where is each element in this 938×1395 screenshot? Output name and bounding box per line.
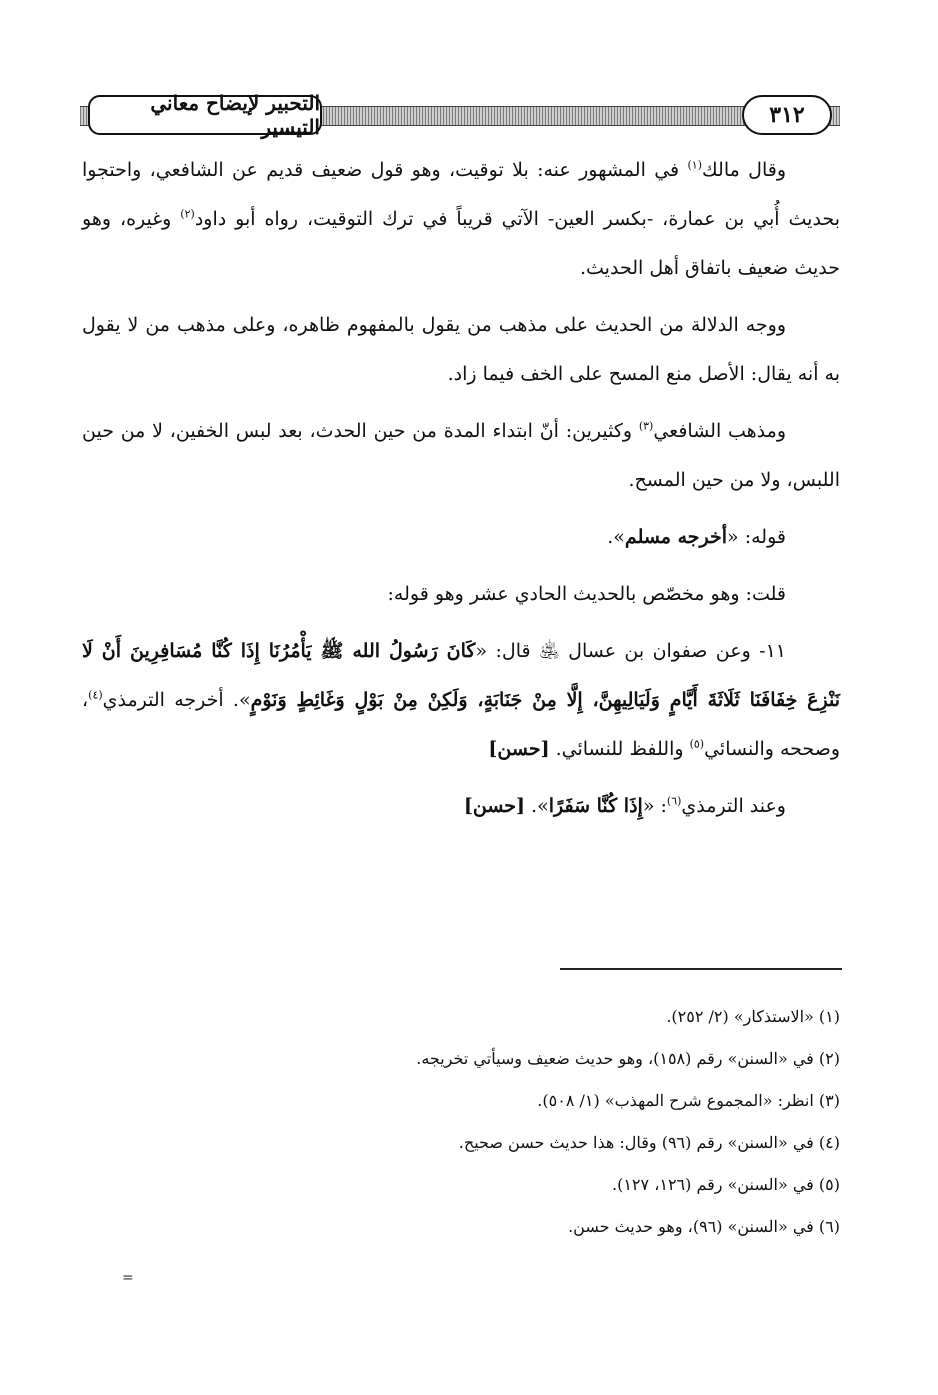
book-title: التحبير لإيضاح معاني التيسير: [88, 95, 322, 135]
text-span: ». أخرجه الترمذي: [102, 689, 251, 711]
footnote-ref-5: (٥): [689, 737, 705, 751]
text-span: ١١- وعن صفوان بن عسال ﵁ قال: «: [475, 640, 786, 662]
bold-quote: أخرجه مسلم: [624, 526, 728, 548]
text-span: ».: [607, 526, 625, 548]
footnote-1: (١) «الاستذكار» (٢/ ٢٥٢).: [666, 1007, 840, 1026]
text-span: واللفظ للنسائي.: [549, 738, 690, 760]
text-span: ومذهب الشافعي: [653, 420, 786, 442]
paragraph-5: قلت: وهو مخصّص بالحديث الحادي عشر وهو قوله:: [387, 583, 786, 605]
page-number: ٣١٢: [742, 95, 832, 135]
hadith-text: كَانَ رَسُولُ الله ﷺ يَأْمُرُنَا إِذَا كُنَّا مُسَافِرِينَ أَنْ لَا نَنْزِعَ خِفَافَنَا ثَلَاثَةَ أَيَّامٍ وَلَيَالِيهِنَّ، إِلَّا مِنْ جَنَابَةٍ، وَلَكِنْ مِنْ بَوْلٍ وَغَائِطٍ وَنَوْمٍ: [82, 640, 840, 711]
footnote-3: (٣) انظر: «المجموع شرح المهذب» (١/ ٥٠٨).: [537, 1091, 840, 1110]
paragraph-1: [82, 146, 840, 293]
text-span: وغيره، وهو حديث ضعيف باتفاق أهل الحديث.: [82, 208, 840, 279]
text-span: : «: [642, 795, 667, 817]
text-span: وعند الترمذي: [681, 795, 786, 817]
footnote-ref-4: (٤): [88, 688, 103, 702]
paragraph-4: [82, 513, 840, 562]
footnote-ref-2: (٢): [180, 207, 195, 221]
text-span: ، وصححه والنسائي: [82, 689, 840, 760]
grade-label: [حسن]: [488, 738, 550, 760]
paragraph-7: [82, 782, 840, 831]
paragraph-3: [82, 407, 840, 505]
footnote-5: (٥) في «السنن» رقم (١٢٦، ١٢٧).: [612, 1175, 840, 1194]
footnote-6: (٦) في «السنن» (٩٦)، وهو حديث حسن.: [568, 1217, 840, 1236]
text-span: في المشهور عنه: بلا توقيت، وهو قول ضعيف قديم عن الشافعي، واحتجوا بحديث أُبي بن عمارة، -بكسر العين- الآتي قريباً في ترك التوقيت، رواه أبو داود: [82, 159, 840, 230]
hadith-text: إِذَا كُنَّا سَفَرًا: [548, 795, 643, 817]
text-span: قوله: «: [727, 526, 786, 548]
footnote-4: (٤) في «السنن» رقم (٩٦) وقال: هذا حديث حسن صحيح.: [458, 1133, 840, 1152]
grade-label: [حسن]: [463, 795, 525, 817]
paragraph-hadith-11: [82, 627, 840, 774]
footnote-ref-6: (٦): [666, 794, 682, 808]
page-header: [80, 92, 840, 138]
main-text: [82, 146, 840, 839]
text-span: وقال مالك: [702, 159, 786, 181]
text-span: ».: [525, 795, 549, 817]
footnote-separator: [560, 968, 842, 970]
footnote-ref-1: (١): [687, 158, 703, 172]
bottom-marker: =: [122, 1270, 134, 1286]
footnotes: [82, 996, 840, 1248]
paragraph-2: ووجه الدلالة من الحديث على مذهب من يقول بالمفهوم ظاهره، وعلى مذهب من لا يقول به أنه يقال: الأصل منع المسح على الخف فيما زاد.: [82, 314, 840, 385]
footnote-ref-3: (٣): [638, 419, 654, 433]
text-span: وكثيرين: أنّ ابتداء المدة من حين الحدث، بعد لبس الخفين، لا من حين اللبس، ولا من حين المسح.: [82, 420, 840, 491]
footnote-2: (٢) في «السنن» رقم (١٥٨)، وهو حديث ضعيف وسيأتي تخريجه.: [416, 1049, 840, 1068]
